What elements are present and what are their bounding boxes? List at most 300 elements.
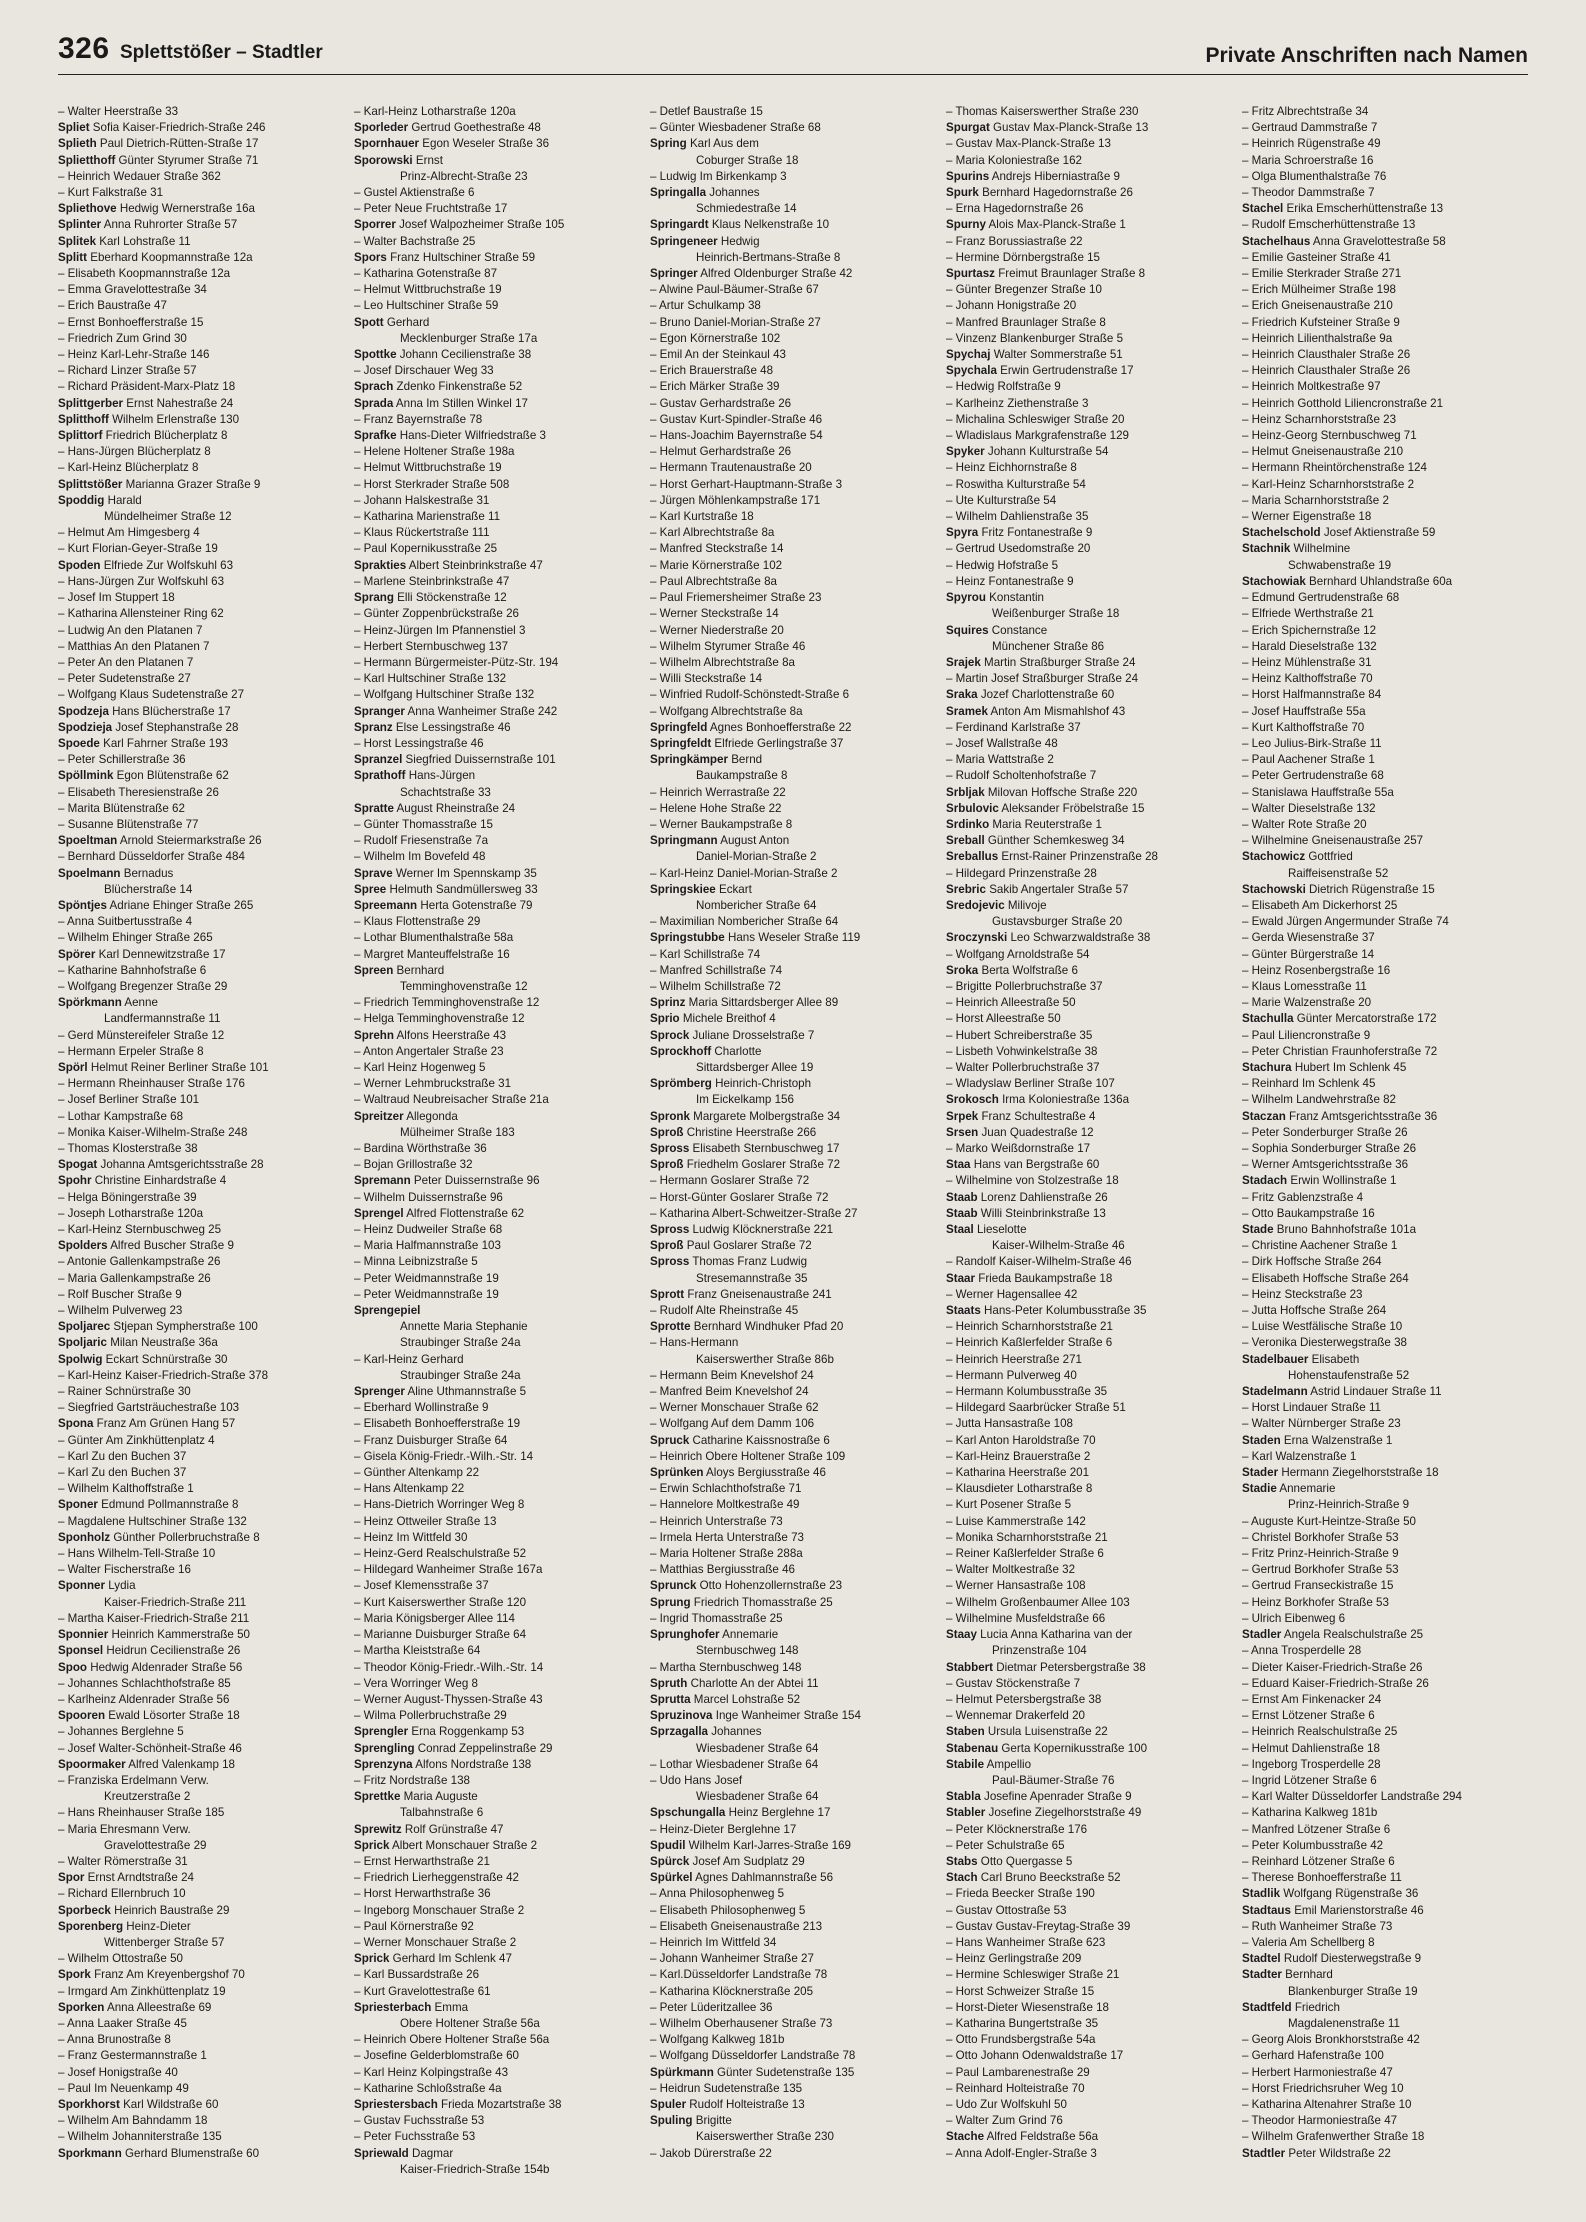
entry-text: – Wladislaus Markgrafenstraße 129 — [946, 429, 1130, 443]
directory-entry — [946, 460, 1232, 476]
entry-surname: Stachnik — [1242, 542, 1291, 556]
directory-entry — [354, 1530, 640, 1546]
entry-surname: Stachelhaus — [1242, 234, 1311, 248]
entry-surname: Stadtel — [1242, 1952, 1281, 1966]
directory-entry — [1242, 1287, 1528, 1303]
directory-entry — [1242, 1757, 1528, 1773]
entry-text: – Helmut Am Himgesberg 4 — [58, 526, 200, 540]
directory-entry — [650, 720, 936, 736]
entry-text: Hans Weseler Straße 119 — [724, 931, 861, 945]
entry-text: – Franz Borussiastraße 22 — [946, 234, 1083, 248]
entry-surname: Sprutta — [650, 1692, 691, 1706]
entry-text: – Wilhelm Schillstraße 72 — [650, 979, 781, 993]
entry-surname: Sproß — [650, 1125, 684, 1139]
entry-surname: Spolders — [58, 1239, 108, 1253]
entry-surname: Springalla — [650, 186, 707, 200]
entry-text: Maria Auguste — [400, 1790, 478, 1804]
directory-entry — [946, 1692, 1232, 1708]
entry-text: Else Lessingstraße 46 — [392, 720, 511, 734]
directory-entry — [354, 1903, 640, 1919]
entry-text: – Heinz-Jürgen Im Pfannenstiel 3 — [354, 623, 526, 637]
entry-text: Karl Wildstraße 60 — [119, 2097, 219, 2111]
entry-surname: Spruzinova — [650, 1709, 713, 1723]
entry-text: – Günter Thomasstraße 15 — [354, 817, 493, 831]
directory-entry — [650, 687, 936, 703]
directory-entry — [58, 574, 344, 590]
entry-text: – Anna Suitbertusstraße 4 — [58, 915, 193, 929]
entry-text: – Wilhelm Am Bahndamm 18 — [58, 2114, 208, 2128]
entry-surname: Springmann — [650, 834, 718, 848]
directory-entry — [1242, 1546, 1528, 1562]
directory-entry — [354, 217, 640, 233]
entry-text: – Werner Steckstraße 14 — [650, 607, 779, 621]
entry-text: – Elisabeth Bonhoefferstraße 19 — [354, 1417, 521, 1431]
directory-entry — [650, 639, 936, 655]
entry-text: – Paul Aachener Straße 1 — [1242, 753, 1375, 767]
entry-text: – Peter Lüderitzallee 36 — [650, 2000, 773, 2014]
entry-text: Anton Am Mismahlshof 43 — [987, 704, 1126, 718]
directory-entry — [58, 1530, 344, 1546]
directory-entry — [58, 882, 344, 898]
directory-entry — [650, 1822, 936, 1838]
entry-surname: Sprang — [354, 591, 394, 605]
directory-entry — [650, 1854, 936, 1870]
directory-entry — [58, 1773, 344, 1789]
directory-entry — [1242, 201, 1528, 217]
directory-entry — [58, 379, 344, 395]
entry-text: – Herbert Sternbuschweg 137 — [354, 639, 509, 653]
directory-entry — [354, 153, 640, 169]
directory-entry — [946, 1870, 1232, 1886]
entry-text: – Kurt Gravelottestraße 61 — [354, 1984, 491, 1998]
directory-entry — [354, 347, 640, 363]
entry-text: Rudolf Holteistraße 13 — [686, 2097, 805, 2111]
directory-entry — [58, 704, 344, 720]
entry-text: – Karl-Heinz Sternbuschweg 25 — [58, 1223, 222, 1237]
entry-text: – Hans-Jürgen Blücherplatz 8 — [58, 445, 211, 459]
directory-entry — [650, 298, 936, 314]
entry-text: – Hermann Beim Knevelshof 24 — [650, 1368, 814, 1382]
directory-entry — [58, 1789, 344, 1805]
directory-entry — [58, 1757, 344, 1773]
entry-text: – Peter Sonderburger Straße 26 — [1242, 1125, 1408, 1139]
directory-entry — [946, 963, 1232, 979]
directory-entry — [58, 493, 344, 509]
entry-text: – Heinrich Clausthaler Straße 26 — [1242, 364, 1411, 378]
directory-entry — [58, 1092, 344, 1108]
directory-entry — [58, 590, 344, 606]
directory-column-4 — [946, 104, 1232, 2204]
directory-entry — [354, 623, 640, 639]
directory-entry — [1242, 947, 1528, 963]
entry-text: – Friedrich Temminghovenstraße 12 — [354, 996, 540, 1010]
entry-text: Im Eickelkamp 156 — [696, 1093, 794, 1107]
directory-entry — [354, 331, 640, 347]
entry-text: – Helene Hohe Straße 22 — [650, 801, 782, 815]
entry-surname: Spörer — [58, 947, 96, 961]
entry-text: – Peter Weidmannstraße 19 — [354, 1287, 499, 1301]
entry-text: – Werner Baukampstraße 8 — [650, 817, 793, 831]
directory-entry — [1242, 1206, 1528, 1222]
entry-text: Mündelheimer Straße 12 — [104, 510, 232, 524]
entry-text: – Franz Bayernstraße 78 — [354, 412, 483, 426]
directory-entry — [946, 1287, 1232, 1303]
directory-entry — [650, 1433, 936, 1449]
header-right-title: Private Anschriften nach Namen — [1205, 44, 1528, 67]
directory-entry — [1242, 979, 1528, 995]
entry-surname: Spremann — [354, 1174, 411, 1188]
entry-text: – Heinz Borkhofer Straße 53 — [1242, 1595, 1389, 1609]
entry-text: – Hermann Pulverweg 40 — [946, 1368, 1077, 1382]
entry-text: – Ernst Lötzener Straße 6 — [1242, 1709, 1375, 1723]
entry-text: – Wolfgang Bregenzer Straße 29 — [58, 979, 228, 993]
directory-entry — [1242, 1870, 1528, 1886]
directory-entry — [354, 2146, 640, 2162]
directory-entry — [1242, 1125, 1528, 1141]
directory-entry — [354, 898, 640, 914]
entry-text: – Katharina Altenahrer Straße 10 — [1242, 2097, 1412, 2111]
entry-text: Heinrich-Christoph — [711, 1077, 812, 1091]
entry-text: – Heinrich Wedauer Straße 362 — [58, 169, 221, 183]
directory-entry — [58, 1919, 344, 1935]
directory-entry — [1242, 509, 1528, 525]
directory-entry — [354, 1092, 640, 1108]
entry-text: Friedrich Thomasstraße 25 — [690, 1595, 833, 1609]
entry-text: Ampellio — [984, 1757, 1032, 1771]
directory-entry — [1242, 2146, 1528, 2162]
directory-entry — [650, 1206, 936, 1222]
entry-text: – Wolfgang Klaus Sudetenstraße 27 — [58, 688, 245, 702]
entry-text: – Friedrich Kufsteiner Straße 9 — [1242, 315, 1400, 329]
entry-text: – Ewald Jürgen Angermunder Straße 74 — [1242, 915, 1449, 929]
directory-entry — [1242, 1708, 1528, 1724]
directory-entry — [1242, 1660, 1528, 1676]
directory-entry — [946, 1125, 1232, 1141]
directory-entry — [58, 185, 344, 201]
entry-text: Klaus Nelkenstraße 10 — [708, 218, 830, 232]
directory-entry — [650, 1514, 936, 1530]
entry-text: Heinrich Baustraße 29 — [110, 1903, 230, 1917]
directory-entry — [58, 2048, 344, 2064]
directory-entry — [1242, 736, 1528, 752]
entry-text: – Erich Baustraße 47 — [58, 299, 167, 313]
directory-entry — [946, 282, 1232, 298]
entry-surname: Staden — [1242, 1433, 1281, 1447]
directory-entry — [946, 477, 1232, 493]
directory-entry — [354, 2048, 640, 2064]
entry-text: – Theodor Dammstraße 7 — [1242, 186, 1375, 200]
directory-entry — [1242, 104, 1528, 120]
directory-entry — [946, 1303, 1232, 1319]
entry-surname: Spschungalla — [650, 1806, 726, 1820]
directory-entry — [650, 169, 936, 185]
entry-text: Hans-Dieter Wilfriedstraße 3 — [396, 429, 546, 443]
directory-entry — [354, 1514, 640, 1530]
directory-entry — [1242, 315, 1528, 331]
entry-text: Freimut Braunlager Straße 8 — [994, 267, 1146, 281]
directory-entry — [946, 817, 1232, 833]
entry-surname: Sprömberg — [650, 1077, 712, 1091]
directory-entry — [1242, 995, 1528, 1011]
directory-entry — [650, 1546, 936, 1562]
entry-surname: Srbulovic — [946, 801, 999, 815]
directory-entry — [58, 396, 344, 412]
entry-text: – Maria Holtener Straße 288a — [650, 1547, 803, 1561]
entry-text: Alfons Nordstraße 138 — [412, 1757, 532, 1771]
entry-text: Günther Schemkesweg 34 — [984, 834, 1125, 848]
entry-text: Hermann Ziegelhorststraße 18 — [1278, 1466, 1439, 1480]
entry-text: – Hermann Bürgermeister-Pütz-Str. 194 — [354, 655, 559, 669]
entry-text: Edmund Pollmannstraße 8 — [97, 1498, 239, 1512]
entry-text: – Siegfried Gartsträuchestraße 103 — [58, 1401, 240, 1415]
entry-text: – Maximilian Nombericher Straße 64 — [650, 915, 839, 929]
entry-text: – Richard Ellernbruch 10 — [58, 1887, 186, 1901]
entry-surname: Sprakties — [354, 558, 407, 572]
directory-entry — [354, 801, 640, 817]
directory-entry — [946, 1886, 1232, 1902]
entry-text: – Reinhard Holteistraße 70 — [946, 2081, 1085, 2095]
directory-entry — [946, 558, 1232, 574]
entry-surname: Spranger — [354, 704, 405, 718]
entry-text: – Susanne Blütenstraße 77 — [58, 817, 199, 831]
directory-entry — [650, 1838, 936, 1854]
entry-text: – Werner Monschauer Straße 62 — [650, 1401, 819, 1415]
entry-text: Josef Stephanstraße 28 — [112, 720, 239, 734]
directory-entry — [650, 541, 936, 557]
entry-text: Dagmar — [408, 2146, 454, 2160]
directory-entry — [58, 201, 344, 217]
entry-text: – Richard Linzer Straße 57 — [58, 364, 197, 378]
directory-entry — [354, 1627, 640, 1643]
directory-entry — [650, 1757, 936, 1773]
directory-entry — [58, 2065, 344, 2081]
directory-entry — [650, 2048, 936, 2064]
entry-surname: Sporkmann — [58, 2146, 122, 2160]
directory-entry — [650, 1481, 936, 1497]
entry-text: – Elfriede Werthstraße 21 — [1242, 607, 1374, 621]
directory-column-1 — [58, 104, 344, 2204]
entry-surname: Staab — [946, 1190, 978, 1204]
directory-entry — [58, 1271, 344, 1287]
entry-text: – Wilhelm Im Bovefeld 48 — [354, 850, 486, 864]
entry-text: Bernhard Windhuker Pfad 20 — [690, 1320, 844, 1334]
entry-text: – Werner Monschauer Straße 2 — [354, 1935, 517, 1949]
entry-text: – Hubert Schreiberstraße 35 — [946, 1028, 1093, 1042]
entry-text: Gertrud Goethestraße 48 — [408, 121, 541, 135]
directory-entry — [946, 1627, 1232, 1643]
entry-text: Siegfried Duissernstraße 101 — [402, 753, 556, 767]
directory-entry — [354, 1319, 640, 1335]
entry-text: Gerta Kopernikusstraße 100 — [998, 1741, 1148, 1755]
directory-entry — [58, 671, 344, 687]
directory-entry — [946, 363, 1232, 379]
directory-entry — [650, 444, 936, 460]
directory-entry — [946, 752, 1232, 768]
directory-entry — [1242, 1481, 1528, 1497]
directory-entry — [354, 1222, 640, 1238]
directory-entry — [946, 1773, 1232, 1789]
directory-entry — [1242, 2081, 1528, 2097]
entry-text: – Antonie Gallenkampstraße 26 — [58, 1255, 221, 1269]
entry-surname: Staay — [946, 1628, 977, 1642]
entry-text: – Karl Heinz Hogenweg 5 — [354, 1060, 486, 1074]
directory-entry — [946, 1044, 1232, 1060]
directory-entry — [946, 1611, 1232, 1627]
entry-text: Anna Wanheimer Straße 242 — [404, 704, 558, 718]
entry-text: – Luise Kammerstraße 142 — [946, 1514, 1086, 1528]
directory-entry — [946, 396, 1232, 412]
directory-entry — [650, 1692, 936, 1708]
entry-surname: Sroczynski — [946, 931, 1008, 945]
directory-entry — [58, 363, 344, 379]
entry-text: – Hans-Joachim Bayernstraße 54 — [650, 429, 823, 443]
directory-entry — [354, 298, 640, 314]
entry-text: – Günter Bregenzer Straße 10 — [946, 283, 1102, 297]
entry-text: – Theodor Harmoniestraße 47 — [1242, 2114, 1398, 2128]
entry-surname: Springer — [650, 267, 698, 281]
entry-text: – Wilhelm Duissernstraße 96 — [354, 1190, 503, 1204]
entry-text: Bruno Bahnhofstraße 101a — [1273, 1223, 1417, 1237]
entry-surname: Sprick — [354, 1838, 390, 1852]
directory-entry — [650, 558, 936, 574]
directory-entry — [354, 315, 640, 331]
entry-text: Emil Marienstorstraße 46 — [1290, 1903, 1424, 1917]
entry-text: – Paul Im Neuenkamp 49 — [58, 2081, 189, 2095]
entry-text: Hedwig Wernerstraße 16a — [116, 202, 255, 216]
directory-entry — [354, 1141, 640, 1157]
entry-text: – Walter Nürnberger Straße 23 — [1242, 1417, 1401, 1431]
entry-text: Talbahnstraße 6 — [400, 1806, 484, 1820]
entry-surname: Sponer — [58, 1498, 98, 1512]
entry-text: Alfons Heerstraße 43 — [393, 1028, 507, 1042]
entry-surname: Stabile — [946, 1757, 985, 1771]
entry-text: Marianna Grazer Straße 9 — [122, 477, 261, 491]
directory-entry — [1242, 1773, 1528, 1789]
directory-entry — [58, 250, 344, 266]
entry-surname: Springstubbe — [650, 931, 725, 945]
directory-entry — [946, 1854, 1232, 1870]
entry-text: Münchener Straße 86 — [992, 639, 1105, 653]
directory-entry — [354, 1919, 640, 1935]
directory-entry — [946, 250, 1232, 266]
entry-text: Franz Am Kreyenbergshof 70 — [90, 1968, 245, 1982]
entry-text: – Minna Leibnizstraße 5 — [354, 1255, 478, 1269]
directory-entry — [946, 1157, 1232, 1173]
directory-entry — [946, 1092, 1232, 1108]
entry-text: – Gerd Münstereifeler Straße 12 — [58, 1028, 225, 1042]
directory-entry — [1242, 1076, 1528, 1092]
entry-text: Blücherstraße 14 — [104, 882, 193, 896]
entry-text: – Heinrich Rügenstraße 49 — [1242, 137, 1381, 151]
entry-surname: Srebric — [946, 882, 986, 896]
directory-entry — [354, 2000, 640, 2016]
directory-entry — [650, 2065, 936, 2081]
entry-text: – Erich Brauerstraße 48 — [650, 364, 774, 378]
directory-entry — [58, 1546, 344, 1562]
directory-entry — [58, 736, 344, 752]
directory-entry — [1242, 1530, 1528, 1546]
directory-entry — [946, 1433, 1232, 1449]
directory-entry — [58, 1044, 344, 1060]
entry-text: – Katharine Bahnhofstraße 6 — [58, 963, 207, 977]
entry-text: Erwin Wollinstraße 1 — [1287, 1174, 1397, 1188]
entry-text: – Gerhard Hafenstraße 100 — [1242, 2049, 1384, 2063]
entry-surname: Spors — [354, 250, 387, 264]
directory-entry — [946, 1028, 1232, 1044]
directory-entry — [354, 2162, 640, 2178]
directory-entry — [1242, 2016, 1528, 2032]
directory-entry — [1242, 1611, 1528, 1627]
directory-entry — [650, 817, 936, 833]
entry-text: Anna Gravelottestraße 58 — [1310, 234, 1446, 248]
entry-text: – Katharine Schloßstraße 4a — [354, 2081, 502, 2095]
directory-entry — [946, 379, 1232, 395]
entry-surname: Splittgerber — [58, 396, 124, 410]
entry-text: – Paul Kopernikusstraße 25 — [354, 542, 498, 556]
entry-surname: Spriestersbach — [354, 2097, 438, 2111]
entry-surname: Sprehn — [354, 1028, 394, 1042]
directory-entry — [650, 1935, 936, 1951]
entry-surname: Spöllmink — [58, 769, 114, 783]
directory-entry — [354, 1271, 640, 1287]
entry-text: – Klaus Flottenstraße 29 — [354, 915, 481, 929]
directory-entry — [354, 266, 640, 282]
entry-text: – Sophia Sonderburger Straße 26 — [1242, 1142, 1417, 1155]
entry-text: – Matthias Bergiusstraße 46 — [650, 1563, 795, 1577]
entry-text: Franz Schultestraße 4 — [978, 1109, 1096, 1123]
entry-text: – Horst Lessingstraße 46 — [354, 736, 484, 750]
entry-text: Straubinger Straße 24a — [400, 1368, 521, 1382]
directory-entry — [354, 995, 640, 1011]
directory-entry — [1242, 704, 1528, 720]
entry-text: – Katharina Marienstraße 11 — [354, 510, 501, 524]
entry-text: – Paul Lambarenestraße 29 — [946, 2065, 1090, 2079]
directory-entry — [650, 1870, 936, 1886]
entry-surname: Sprunck — [650, 1579, 697, 1593]
entry-text: – Katharina Kalkweg 181b — [1242, 1806, 1378, 1820]
directory-entry — [946, 1708, 1232, 1724]
entry-text: Heidrun Cecilienstraße 26 — [103, 1644, 241, 1658]
directory-entry — [1242, 460, 1528, 476]
entry-surname: Splittstößer — [58, 477, 123, 491]
entry-text: Bernhard Hagedornstraße 26 — [978, 186, 1133, 200]
entry-surname: Squires — [946, 623, 989, 637]
entry-text: Coburger Straße 18 — [696, 153, 799, 167]
directory-entry — [1242, 1028, 1528, 1044]
directory-entry — [650, 1903, 936, 1919]
directory-entry — [58, 720, 344, 736]
entry-text: – Walter Moltkestraße 32 — [946, 1563, 1076, 1577]
directory-entry — [58, 1967, 344, 1983]
entry-text: – Winfried Rudolf-Schönstedt-Straße 6 — [650, 688, 850, 702]
directory-entry — [650, 1773, 936, 1789]
entry-text: – Manfred Braunlager Straße 8 — [946, 315, 1106, 329]
directory-entry — [354, 1708, 640, 1724]
entry-text: – Wilhelm Pulverweg 23 — [58, 1304, 183, 1318]
directory-entry — [354, 1060, 640, 1076]
entry-text: Friedhelm Goslarer Straße 72 — [683, 1158, 841, 1172]
entry-text: – Hermann Rheinhauser Straße 176 — [58, 1077, 245, 1091]
directory-entry — [946, 2048, 1232, 2064]
entry-surname: Stadter — [1242, 1968, 1282, 1982]
directory-entry — [650, 201, 936, 217]
directory-entry — [1242, 930, 1528, 946]
directory-entry — [946, 104, 1232, 120]
directory-entry — [58, 1222, 344, 1238]
entry-surname: Sprung — [650, 1595, 691, 1609]
entry-text: – Heinz-Dieter Berglehne 17 — [650, 1822, 797, 1836]
entry-surname: Spottke — [354, 348, 397, 362]
